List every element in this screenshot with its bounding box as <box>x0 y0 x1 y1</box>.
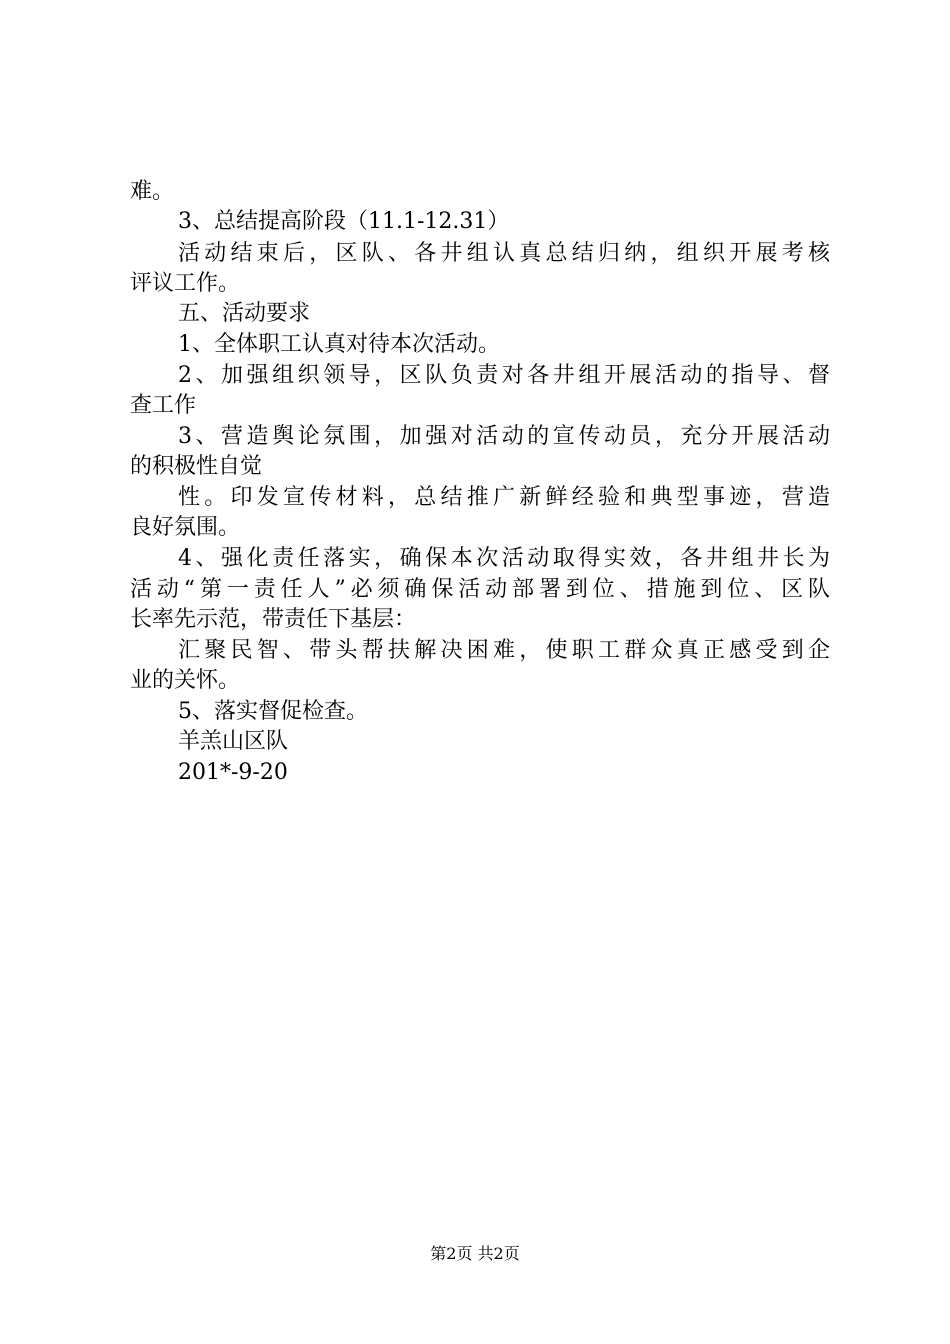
text-line: 业的关怀。 <box>130 668 241 693</box>
text-line: 活动结束后，区队、各井组认真总结归纳，组织开展考核 <box>178 241 830 266</box>
section-heading: 五、活动要求 <box>178 301 311 326</box>
section-heading: 3、总结提高阶段（11.1-12.31） <box>178 209 510 234</box>
text-line: 难。 <box>130 179 175 204</box>
text-line: 3、营造舆论氛围，加强对活动的宣传动员，充分开展活动 <box>178 424 830 449</box>
text-line: 评议工作。 <box>130 271 241 296</box>
text-line: 4、强化责任落实，确保本次活动取得实效，各井组井长为 <box>178 546 830 571</box>
text-line: 查工作 <box>130 393 197 418</box>
text-line: 1、全体职工认真对待本次活动。 <box>178 332 500 357</box>
text-line: 的积极性自觉 <box>130 454 263 479</box>
text-line: 活动“第一责任人”必须确保活动部署到位、措施到位、区队 <box>130 577 830 602</box>
signature-org: 羊羔山区队 <box>178 729 289 754</box>
page-number-footer: 第2页 共2页 <box>430 1244 520 1263</box>
text-line: 5、落实督促检查。 <box>178 699 368 724</box>
text-line: 性。印发宣传材料，总结推广新鲜经验和典型事迹，营造 <box>178 485 830 510</box>
text-line: 良好氛围。 <box>130 515 241 540</box>
signature-date: 201*-9-20 <box>178 760 288 785</box>
text-line: 长率先示范，带责任下基层： <box>130 607 417 632</box>
text-line: 2、加强组织领导，区队负责对各井组开展活动的指导、督 <box>178 363 830 388</box>
text-line: 汇聚民智、带头帮扶解决困难，使职工群众真正感受到企 <box>178 638 830 663</box>
